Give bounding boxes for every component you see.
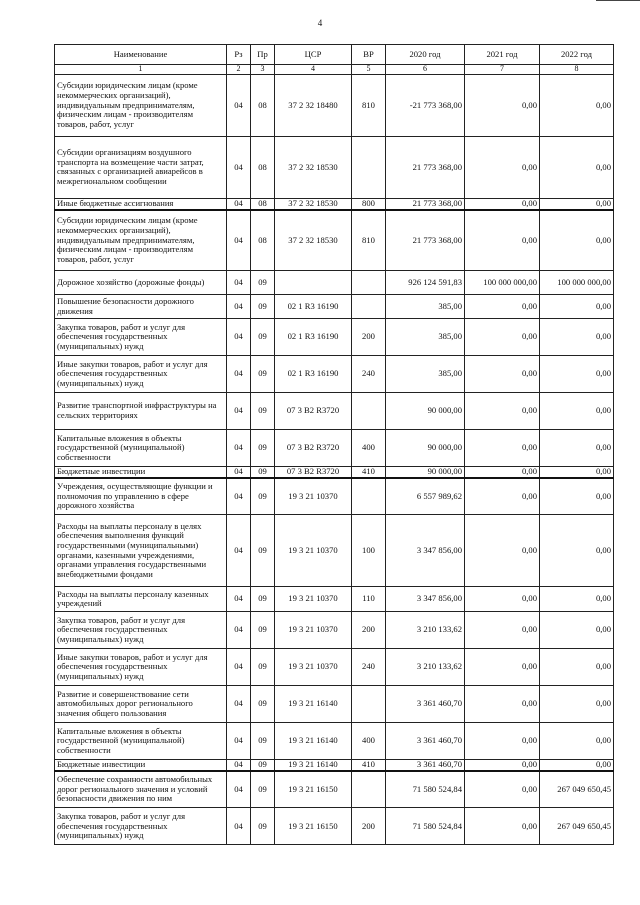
column-number: 4 — [275, 65, 352, 75]
row-csr: 37 2 32 18530 — [275, 210, 352, 271]
table-row — [55, 393, 614, 430]
column-number: 6 — [386, 65, 465, 75]
row-name: Субсидии юридическим лицам (кроме некоммерческих организаций), индивидуальным предпринимателям, физическим лицам - производителям товаров, работ, услуг — [55, 74, 227, 136]
row-vr — [352, 686, 386, 723]
column-number: 3 — [251, 65, 275, 75]
row-name: Развитие и совершенствование сети автомобильных дорог регионального значения общего пользования — [55, 686, 227, 723]
row-rz: 04 — [227, 515, 251, 587]
row-rz: 04 — [227, 760, 251, 771]
row-csr — [275, 271, 352, 295]
table-row — [55, 515, 614, 587]
table-row — [55, 210, 614, 271]
row-vr: 810 — [352, 210, 386, 271]
row-vr — [352, 393, 386, 430]
row-csr: 19 3 21 10370 — [275, 612, 352, 649]
corner-mark — [596, 0, 640, 1]
row-2022: 0,00 — [540, 295, 614, 319]
row-pr: 09 — [251, 612, 275, 649]
row-csr: 19 3 21 10370 — [275, 478, 352, 515]
row-vr: 200 — [352, 612, 386, 649]
column-number-row — [55, 65, 614, 75]
row-pr: 09 — [251, 771, 275, 808]
row-2020: 385,00 — [386, 356, 465, 393]
table-row — [55, 430, 614, 467]
row-name: Учреждения, осуществляющие функции и полномочия по управлению в сфере дорожного хозяйства — [55, 478, 227, 515]
row-2020: 71 580 524,84 — [386, 771, 465, 808]
header-2022: 2022 год — [540, 45, 614, 65]
header-2020: 2020 год — [386, 45, 465, 65]
row-csr: 19 3 21 10370 — [275, 649, 352, 686]
row-name: Закупка товаров, работ и услуг для обеспечения государственных (муниципальных) нужд — [55, 319, 227, 356]
row-vr: 100 — [352, 515, 386, 587]
row-pr: 09 — [251, 271, 275, 295]
row-name: Обеспечение сохранности автомобильных дорог регионального значения и условий безопасности движения по ним — [55, 771, 227, 808]
row-pr: 09 — [251, 808, 275, 845]
budget-table — [54, 44, 614, 845]
header-name: Наименование — [55, 45, 227, 65]
row-2022: 0,00 — [540, 74, 614, 136]
row-2022: 267 049 650,45 — [540, 808, 614, 845]
table-row — [55, 467, 614, 478]
row-2021: 0,00 — [465, 587, 540, 612]
row-csr: 07 3 B2 R3720 — [275, 430, 352, 467]
row-pr: 09 — [251, 723, 275, 760]
row-2020: 3 347 856,00 — [386, 587, 465, 612]
row-2020: -21 773 368,00 — [386, 74, 465, 136]
table-row — [55, 74, 614, 136]
header-pr: Пр — [251, 45, 275, 65]
row-pr: 09 — [251, 515, 275, 587]
header-csr: ЦСР — [275, 45, 352, 65]
table-row — [55, 760, 614, 771]
row-2022: 0,00 — [540, 686, 614, 723]
row-name: Расходы на выплаты персоналу в целях обеспечения выполнения функций государственными (муниципальными) органами, казенными учреждениями, органами управления государственными внебюджетными фондами — [55, 515, 227, 587]
row-name: Бюджетные инвестиции — [55, 467, 227, 478]
row-2021: 0,00 — [465, 808, 540, 845]
row-2021: 0,00 — [465, 723, 540, 760]
row-2020: 6 557 989,62 — [386, 478, 465, 515]
row-vr: 800 — [352, 198, 386, 209]
row-rz: 04 — [227, 467, 251, 478]
row-2020: 385,00 — [386, 319, 465, 356]
row-rz: 04 — [227, 430, 251, 467]
row-name: Закупка товаров, работ и услуг для обеспечения государственных (муниципальных) нужд — [55, 612, 227, 649]
row-2021: 0,00 — [465, 356, 540, 393]
row-vr: 810 — [352, 74, 386, 136]
row-csr: 02 1 R3 16190 — [275, 295, 352, 319]
row-vr: 240 — [352, 649, 386, 686]
row-csr: 19 3 21 16150 — [275, 771, 352, 808]
row-2020: 90 000,00 — [386, 393, 465, 430]
row-rz: 04 — [227, 587, 251, 612]
row-csr: 02 1 R3 16190 — [275, 356, 352, 393]
row-2021: 0,00 — [465, 295, 540, 319]
row-pr: 09 — [251, 467, 275, 478]
row-2020: 90 000,00 — [386, 467, 465, 478]
row-vr — [352, 136, 386, 198]
row-2022: 0,00 — [540, 760, 614, 771]
row-vr: 400 — [352, 723, 386, 760]
row-name: Капитальные вложения в объекты государственной (муниципальной) собственности — [55, 723, 227, 760]
row-pr: 09 — [251, 760, 275, 771]
row-pr: 09 — [251, 478, 275, 515]
row-2020: 385,00 — [386, 295, 465, 319]
row-2021: 0,00 — [465, 515, 540, 587]
row-2020: 21 773 368,00 — [386, 136, 465, 198]
row-2021: 0,00 — [465, 393, 540, 430]
row-2020: 21 773 368,00 — [386, 198, 465, 209]
row-vr — [352, 295, 386, 319]
header-rz: Рз — [227, 45, 251, 65]
row-2020: 3 347 856,00 — [386, 515, 465, 587]
header-vr: ВР — [352, 45, 386, 65]
row-name: Субсидии организациям воздушного транспорта на возмещение части затрат, связанных с организацией авиарейсов в межрегиональном сообщении — [55, 136, 227, 198]
table-row — [55, 686, 614, 723]
row-vr — [352, 771, 386, 808]
row-pr: 08 — [251, 210, 275, 271]
row-csr: 02 1 R3 16190 — [275, 319, 352, 356]
row-rz: 04 — [227, 210, 251, 271]
row-2020: 3 361 460,70 — [386, 686, 465, 723]
row-vr: 240 — [352, 356, 386, 393]
row-2020: 90 000,00 — [386, 430, 465, 467]
column-number: 1 — [55, 65, 227, 75]
row-csr: 19 3 21 10370 — [275, 587, 352, 612]
row-2022: 0,00 — [540, 198, 614, 209]
row-rz: 04 — [227, 478, 251, 515]
table-row — [55, 478, 614, 515]
table-row — [55, 649, 614, 686]
table-row — [55, 808, 614, 845]
row-2021: 0,00 — [465, 198, 540, 209]
row-name: Закупка товаров, работ и услуг для обеспечения государственных (муниципальных) нужд — [55, 808, 227, 845]
row-csr: 37 2 32 18530 — [275, 198, 352, 209]
row-name: Субсидии юридическим лицам (кроме некоммерческих организаций), индивидуальным предпринимателям, физическим лицам - производителям товаров, работ, услуг — [55, 210, 227, 271]
row-2020: 71 580 524,84 — [386, 808, 465, 845]
row-2020: 3 210 133,62 — [386, 649, 465, 686]
column-number: 8 — [540, 65, 614, 75]
row-2020: 21 773 368,00 — [386, 210, 465, 271]
table-row — [55, 271, 614, 295]
row-name: Развитие транспортной инфраструктуры на сельских территориях — [55, 393, 227, 430]
row-pr: 09 — [251, 587, 275, 612]
table-row — [55, 319, 614, 356]
row-rz: 04 — [227, 319, 251, 356]
row-2020: 926 124 591,83 — [386, 271, 465, 295]
row-2022: 0,00 — [540, 430, 614, 467]
row-pr: 09 — [251, 430, 275, 467]
row-pr: 09 — [251, 356, 275, 393]
row-rz: 04 — [227, 808, 251, 845]
column-number: 7 — [465, 65, 540, 75]
table-row — [55, 771, 614, 808]
row-rz: 04 — [227, 723, 251, 760]
row-name: Иные бюджетные ассигнования — [55, 198, 227, 209]
row-2021: 0,00 — [465, 649, 540, 686]
row-2022: 0,00 — [540, 587, 614, 612]
row-2020: 3 210 133,62 — [386, 612, 465, 649]
row-csr: 19 3 21 16140 — [275, 686, 352, 723]
table-row — [55, 295, 614, 319]
header-2021: 2021 год — [465, 45, 540, 65]
row-name: Расходы на выплаты персоналу казенных учреждений — [55, 587, 227, 612]
table-row — [55, 723, 614, 760]
row-pr: 09 — [251, 649, 275, 686]
row-2022: 100 000 000,00 — [540, 271, 614, 295]
row-2022: 0,00 — [540, 393, 614, 430]
row-pr: 08 — [251, 136, 275, 198]
row-2022: 0,00 — [540, 356, 614, 393]
row-rz: 04 — [227, 612, 251, 649]
row-rz: 04 — [227, 295, 251, 319]
row-2021: 0,00 — [465, 467, 540, 478]
row-vr: 400 — [352, 430, 386, 467]
row-2022: 0,00 — [540, 723, 614, 760]
row-2021: 0,00 — [465, 760, 540, 771]
row-2022: 0,00 — [540, 136, 614, 198]
table-row — [55, 356, 614, 393]
row-vr: 200 — [352, 808, 386, 845]
column-number: 2 — [227, 65, 251, 75]
row-csr: 19 3 21 10370 — [275, 515, 352, 587]
row-vr: 110 — [352, 587, 386, 612]
row-2021: 0,00 — [465, 612, 540, 649]
header-row — [55, 45, 614, 65]
row-rz: 04 — [227, 356, 251, 393]
row-2021: 0,00 — [465, 430, 540, 467]
table-row — [55, 587, 614, 612]
row-2022: 0,00 — [540, 478, 614, 515]
row-2022: 0,00 — [540, 210, 614, 271]
row-pr: 09 — [251, 686, 275, 723]
row-rz: 04 — [227, 686, 251, 723]
row-2021: 0,00 — [465, 319, 540, 356]
row-2020: 3 361 460,70 — [386, 760, 465, 771]
row-name: Иные закупки товаров, работ и услуг для обеспечения государственных (муниципальных) нужд — [55, 356, 227, 393]
row-csr: 37 2 32 18480 — [275, 74, 352, 136]
row-pr: 08 — [251, 74, 275, 136]
row-name: Капитальные вложения в объекты государственной (муниципальной) собственности — [55, 430, 227, 467]
page-number: 4 — [317, 18, 323, 28]
row-2021: 0,00 — [465, 74, 540, 136]
row-csr: 07 3 B2 R3720 — [275, 393, 352, 430]
row-pr: 08 — [251, 198, 275, 209]
row-csr: 19 3 21 16140 — [275, 723, 352, 760]
row-rz: 04 — [227, 393, 251, 430]
row-csr: 37 2 32 18530 — [275, 136, 352, 198]
row-vr: 410 — [352, 467, 386, 478]
row-name: Повышение безопасности дорожного движения — [55, 295, 227, 319]
row-2021: 0,00 — [465, 686, 540, 723]
row-2021: 0,00 — [465, 136, 540, 198]
row-2021: 0,00 — [465, 771, 540, 808]
row-2021: 100 000 000,00 — [465, 271, 540, 295]
column-number: 5 — [352, 65, 386, 75]
row-vr — [352, 478, 386, 515]
row-2022: 0,00 — [540, 467, 614, 478]
row-name: Бюджетные инвестиции — [55, 760, 227, 771]
row-rz: 04 — [227, 771, 251, 808]
row-csr: 07 3 B2 R3720 — [275, 467, 352, 478]
row-rz: 04 — [227, 271, 251, 295]
row-rz: 04 — [227, 198, 251, 209]
row-2022: 0,00 — [540, 612, 614, 649]
table-row — [55, 612, 614, 649]
table-row — [55, 198, 614, 209]
row-csr: 19 3 21 16140 — [275, 760, 352, 771]
row-name: Дорожное хозяйство (дорожные фонды) — [55, 271, 227, 295]
row-rz: 04 — [227, 74, 251, 136]
row-2022: 0,00 — [540, 515, 614, 587]
row-vr: 410 — [352, 760, 386, 771]
row-rz: 04 — [227, 649, 251, 686]
row-pr: 09 — [251, 393, 275, 430]
row-2021: 0,00 — [465, 210, 540, 271]
row-vr — [352, 271, 386, 295]
table-row — [55, 136, 614, 198]
row-vr: 200 — [352, 319, 386, 356]
row-name: Иные закупки товаров, работ и услуг для обеспечения государственных (муниципальных) нужд — [55, 649, 227, 686]
row-csr: 19 3 21 16150 — [275, 808, 352, 845]
row-2022: 0,00 — [540, 649, 614, 686]
row-pr: 09 — [251, 319, 275, 356]
table-body — [55, 74, 614, 844]
row-2020: 3 361 460,70 — [386, 723, 465, 760]
row-rz: 04 — [227, 136, 251, 198]
row-pr: 09 — [251, 295, 275, 319]
row-2021: 0,00 — [465, 478, 540, 515]
row-2022: 0,00 — [540, 319, 614, 356]
row-2022: 267 049 650,45 — [540, 771, 614, 808]
